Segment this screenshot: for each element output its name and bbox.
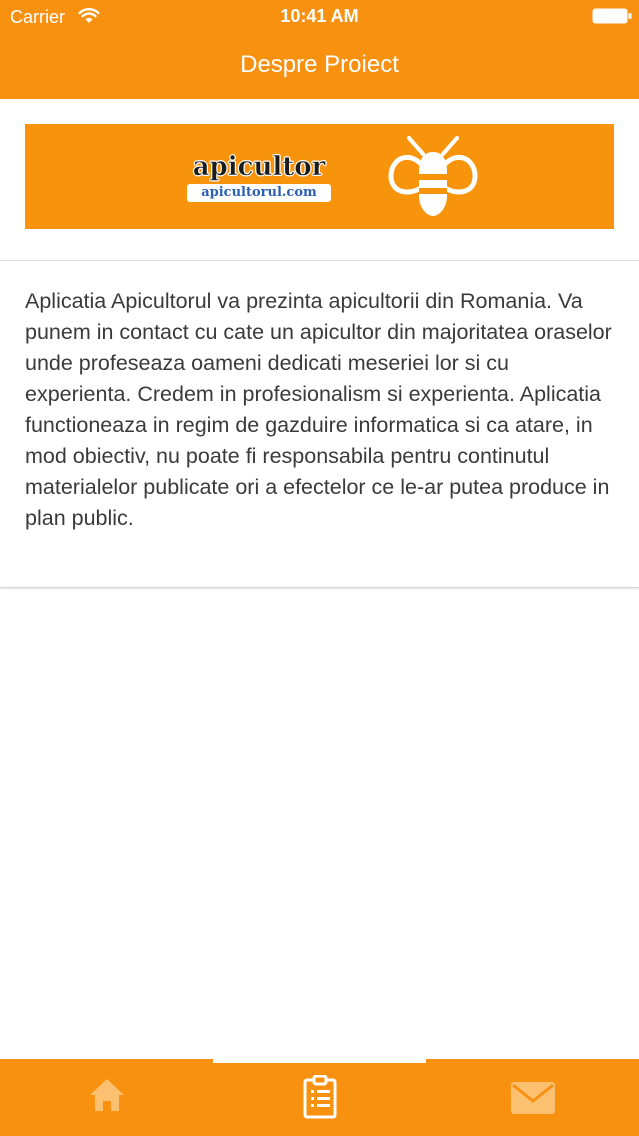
app-header — [0, 0, 639, 99]
home-icon — [88, 1077, 126, 1113]
about-text: Aplicatia Apicultorul va prezinta apicultorii din Romania. Va punem in contact cu cate un apicultor din majoritatea oraselor unde profeseaza oameni dedicati meseriei lor si cu experienta. Credem in profesionalism si experienta. Aplicatia functioneaza in regim de gazduire informatica si ca atare, in mod obiectiv, nu poate fi responsabila pentru continutul materialelor publicate ori a efectelor ce le-ar putea produce in plan public. — [25, 289, 612, 530]
logo-word: apicultor — [192, 152, 326, 182]
battery-icon — [592, 8, 632, 24]
tab-bar — [0, 1059, 639, 1136]
logo-url: apicultorul.com — [187, 184, 331, 202]
tab-about[interactable] — [213, 1059, 426, 1136]
about-card — [0, 261, 639, 588]
tab-home[interactable] — [0, 1059, 213, 1136]
clipboard-icon — [303, 1075, 337, 1119]
status-time: 10:41 AM — [280, 6, 359, 26]
page-title: Despre Proiect — [240, 51, 399, 78]
banner-card — [0, 99, 639, 261]
apicultor-logo — [183, 152, 335, 204]
tab-contact[interactable] — [426, 1059, 639, 1136]
mail-icon — [510, 1081, 556, 1115]
status-bar — [0, 0, 639, 33]
apicultor-banner — [25, 124, 614, 229]
carrier-label: Carrier — [10, 7, 66, 27]
bee-icon — [387, 130, 479, 222]
